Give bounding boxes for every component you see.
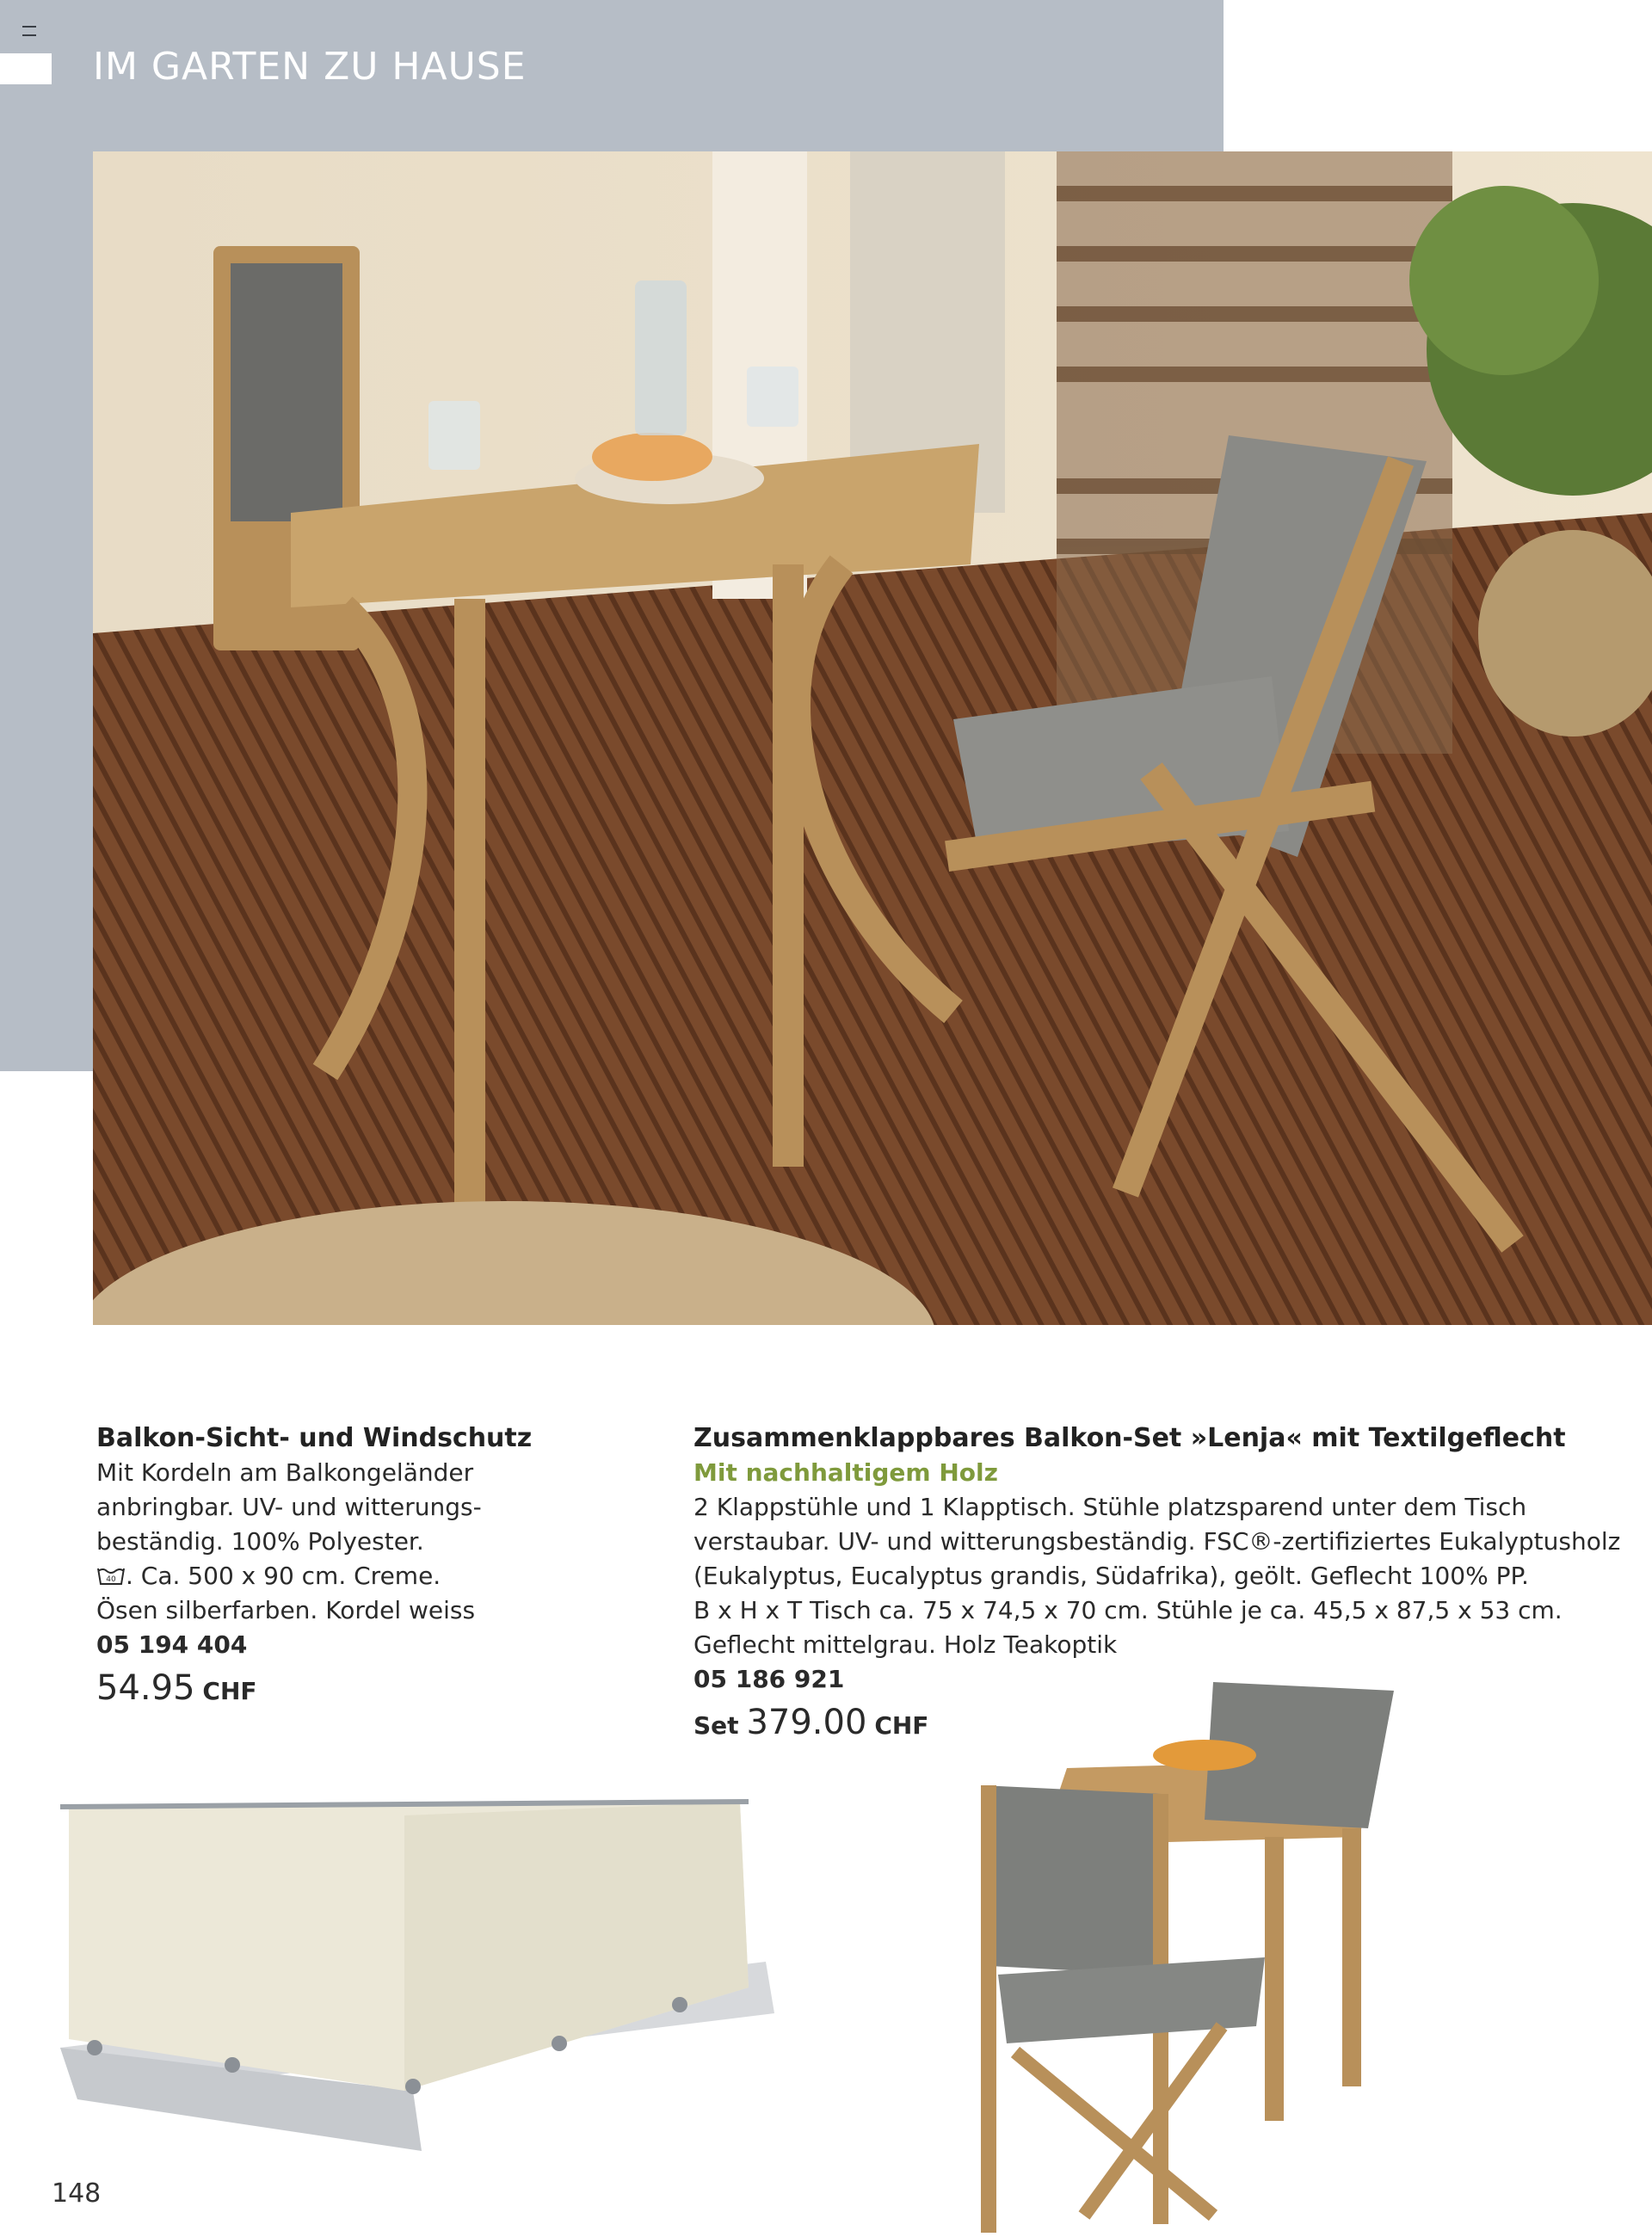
product-desc-line: Ösen silberfarben. Kordel weiss bbox=[96, 1596, 476, 1624]
price-prefix: Set bbox=[693, 1711, 739, 1740]
product-desc-line: Mit Kordeln am Balkongeländer bbox=[96, 1458, 474, 1487]
product-name: Zusammenklappbares Balkon-Set »Lenja« mit Textilgeflecht bbox=[693, 1423, 1566, 1453]
article-number: 05 186 921 bbox=[693, 1665, 845, 1693]
product-desc-line: anbringbar. UV- und witterungs- bbox=[96, 1493, 482, 1521]
product-desc-line bbox=[96, 1559, 647, 1593]
product-desc-line: 2 Klappstühle und 1 Klapptisch. Stühle platzsparend unter dem Tisch bbox=[693, 1493, 1527, 1521]
product-desc-line: B x H x T Tisch ca. 75 x 74,5 x 70 cm. Stühle je ca. 45,5 x 87,5 x 53 cm. bbox=[693, 1596, 1563, 1624]
product-size: . Ca. 500 x 90 cm. Creme. bbox=[126, 1562, 441, 1590]
product-windscreen bbox=[96, 1421, 647, 1709]
section-title: IM GARTEN ZU HAUSE bbox=[93, 45, 527, 89]
balcony-set-product-image bbox=[964, 1665, 1411, 2233]
page-number: 148 bbox=[52, 2178, 102, 2209]
price: 54.95 bbox=[96, 1668, 195, 1708]
article-number: 05 194 404 bbox=[96, 1630, 248, 1659]
hero-photo bbox=[93, 151, 1652, 1325]
price: 379.00 bbox=[746, 1703, 867, 1742]
menu-icon bbox=[22, 26, 36, 36]
wash-40-icon bbox=[96, 1566, 126, 1587]
svg-text:40: 40 bbox=[106, 1575, 116, 1584]
section-marker bbox=[0, 53, 52, 84]
price-row bbox=[96, 1668, 647, 1709]
product-desc-line: (Eukalyptus, Eucalyptus grandis, Südafrika), geölt. Geflecht 100% PP. bbox=[693, 1562, 1529, 1590]
product-desc-line: beständig. 100% Polyester. bbox=[96, 1527, 424, 1556]
currency: CHF bbox=[202, 1677, 257, 1705]
windscreen-product-image bbox=[60, 1790, 783, 2194]
product-name: Balkon-Sicht- und Windschutz bbox=[96, 1423, 533, 1453]
currency: CHF bbox=[874, 1711, 929, 1740]
product-desc-line: Geflecht mittelgrau. Holz Teakoptik bbox=[693, 1630, 1118, 1659]
product-subtitle: Mit nachhaltigem Holz bbox=[693, 1458, 998, 1487]
product-desc-line: verstaubar. UV- und witterungsbeständig. FSC®-zertifiziertes Eukalyptusholz bbox=[693, 1527, 1621, 1556]
